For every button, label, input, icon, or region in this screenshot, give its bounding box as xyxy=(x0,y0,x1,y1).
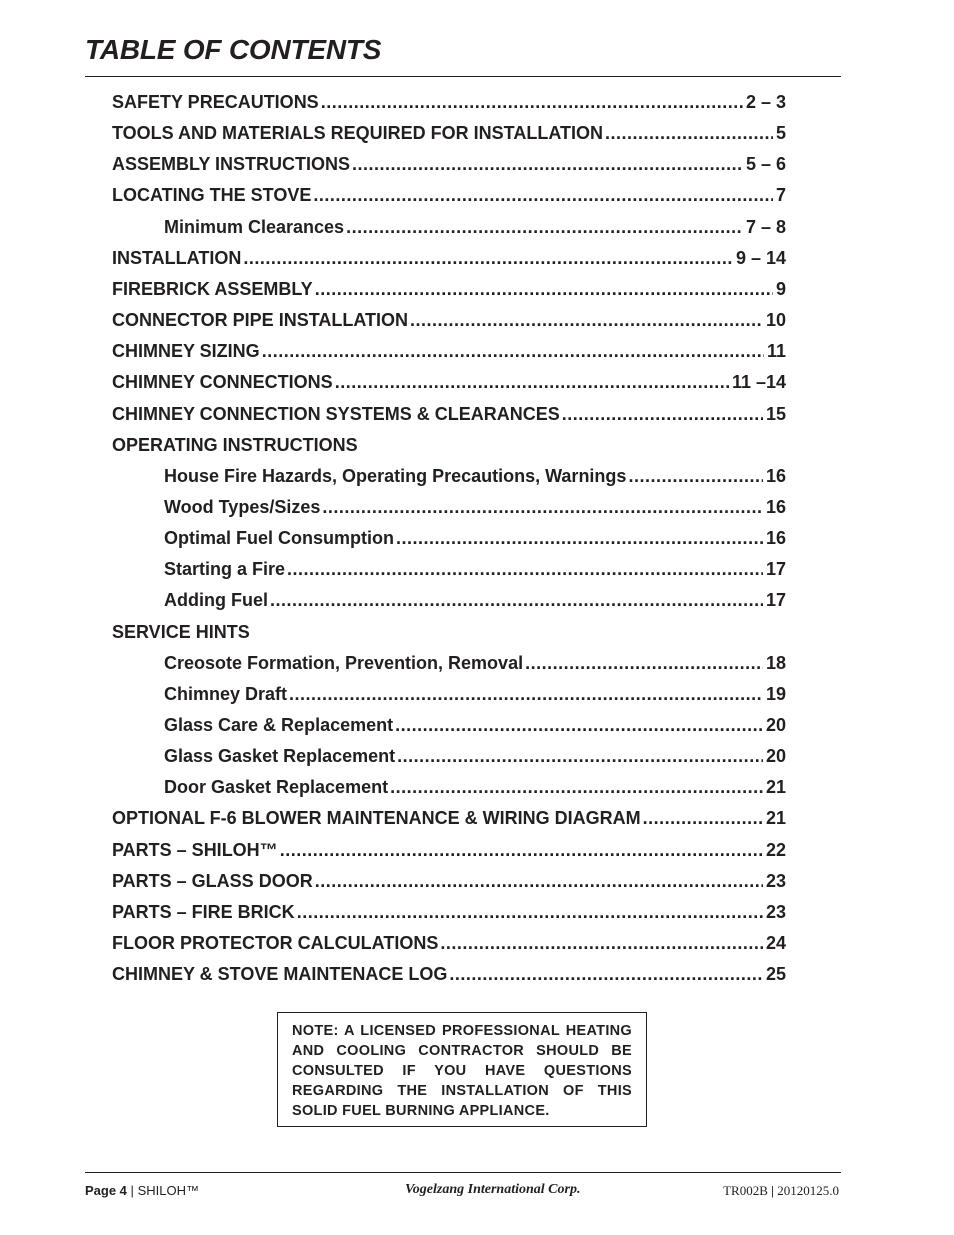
toc-leader-dots xyxy=(410,308,763,332)
page-title: TABLE OF CONTENTS xyxy=(85,34,382,65)
toc-entry xyxy=(112,806,786,830)
toc-leader-dots xyxy=(562,402,763,426)
footer-doc-version: 20120125.0 xyxy=(777,1183,839,1198)
toc-entry-page: 18 xyxy=(765,652,786,673)
toc-leader-dots xyxy=(321,90,743,114)
toc-entry-page: 23 xyxy=(765,901,786,922)
toc-leader-dots xyxy=(396,526,763,550)
toc-entry xyxy=(112,838,786,862)
toc-entry-title: CHIMNEY CONNECTIONS xyxy=(112,372,333,393)
header-divider xyxy=(85,76,841,77)
toc-entry xyxy=(164,588,786,612)
toc-entry-title: Starting a Fire xyxy=(164,559,286,580)
toc-leader-dots xyxy=(315,869,763,893)
toc-entry xyxy=(112,90,786,114)
toc-entry-title: ASSEMBLY INSTRUCTIONS xyxy=(112,154,351,175)
toc-entry xyxy=(112,277,786,301)
toc-entry xyxy=(112,962,786,986)
toc-entry-title: CONNECTOR PIPE INSTALLATION xyxy=(112,310,409,331)
toc-leader-dots xyxy=(313,183,773,207)
toc-entry xyxy=(112,370,786,394)
toc-leader-dots xyxy=(395,713,763,737)
toc-entry-page: 20 xyxy=(765,746,786,767)
toc-leader-dots xyxy=(322,495,763,519)
toc-entry xyxy=(164,495,786,519)
toc-entry-title: CHIMNEY SIZING xyxy=(112,341,260,362)
toc-entry-title: Glass Care & Replacement xyxy=(164,715,394,735)
toc-leader-dots xyxy=(605,121,773,145)
toc-entry-title: OPTIONAL F-6 BLOWER MAINTENANCE & WIRING DIAGRAM xyxy=(112,808,641,829)
toc-entry-page: 25 xyxy=(765,964,786,985)
toc-entry-page: 2 – 3 xyxy=(745,92,786,112)
toc-entry xyxy=(164,215,786,239)
toc-entry xyxy=(112,620,786,644)
toc-entry-page: 9 xyxy=(775,278,786,299)
toc-entry-page: 17 xyxy=(765,559,786,580)
toc-leader-dots xyxy=(280,838,763,862)
toc-entry xyxy=(164,744,786,768)
toc-entry xyxy=(112,433,786,457)
toc-entry-page: 24 xyxy=(765,933,786,954)
toc-entry-title: CHIMNEY & STOVE MAINTENACE LOG xyxy=(112,964,448,985)
toc-entry-title: PARTS – FIRE BRICK xyxy=(112,901,295,922)
footer-page-info xyxy=(85,1183,199,1198)
footer-doc-separator: | xyxy=(771,1183,774,1198)
toc-entry-title: CHIMNEY CONNECTION SYSTEMS & CLEARANCES xyxy=(112,403,560,424)
toc-leader-dots xyxy=(643,806,763,830)
toc-entry-page: 15 xyxy=(765,403,786,424)
toc-entry xyxy=(112,931,786,955)
footer-doc-id xyxy=(723,1183,839,1199)
footer-company: Vogelzang International Corp. xyxy=(405,1182,581,1197)
note-box xyxy=(277,1012,647,1127)
footer-doc-code: TR002B xyxy=(723,1183,768,1198)
toc-leader-dots xyxy=(287,557,763,581)
toc-entry xyxy=(164,464,786,488)
toc-entry-title: OPERATING INSTRUCTIONS xyxy=(112,434,358,455)
toc-entry-title: LOCATING THE STOVE xyxy=(112,185,312,206)
toc-leader-dots xyxy=(315,277,773,301)
toc-entry xyxy=(112,152,786,176)
toc-entry-page: 5 – 6 xyxy=(745,154,786,175)
toc-entry-title: INSTALLATION xyxy=(112,247,242,268)
toc-entry xyxy=(112,308,786,332)
toc-entry xyxy=(112,339,786,363)
toc-entry-page: 22 xyxy=(765,839,786,860)
toc-entry-title: PARTS – GLASS DOOR xyxy=(112,870,313,891)
toc-entry xyxy=(112,246,786,270)
toc-entry-title: Optimal Fuel Consumption xyxy=(164,528,394,549)
toc-entry-page: 7 – 8 xyxy=(745,216,786,237)
toc-entry xyxy=(164,557,786,581)
toc-entry-title: Adding Fuel xyxy=(164,590,268,611)
toc-entry-title: Glass Gasket Replacement xyxy=(164,746,396,767)
toc-entry-page: 10 xyxy=(765,310,786,331)
toc-entry-page: 9 – 14 xyxy=(735,247,786,268)
toc-entry-page: 16 xyxy=(765,496,786,517)
toc-leader-dots xyxy=(397,744,763,768)
note-text: NOTE: A LICENSED PROFESSIONAL HEATING AND COOLING CONTRACTOR SHOULD BE CONSULTED IF YOU HAVE QUESTIONS REGARDING THE INSTALLATION OF THIS SOLID FUEL BURNING APPLIANCE. xyxy=(292,1023,632,1119)
toc-entry-title: Chimney Draft xyxy=(164,683,288,704)
toc-leader-dots xyxy=(440,931,763,955)
footer-product: SHILOH™ xyxy=(137,1183,199,1198)
toc-entry-page: 20 xyxy=(765,715,786,735)
toc-entry-title: TOOLS AND MATERIALS REQUIRED FOR INSTALLATION xyxy=(112,123,603,144)
toc-entry-page: 21 xyxy=(765,777,786,798)
toc-entry xyxy=(164,713,786,737)
toc-leader-dots xyxy=(297,900,763,924)
footer-divider xyxy=(85,1172,841,1173)
toc-leader-dots xyxy=(449,962,763,986)
toc-leader-dots xyxy=(525,651,763,675)
footer-separator: | xyxy=(130,1183,134,1198)
toc-entry-page: 23 xyxy=(765,870,786,891)
toc-entry-page: 17 xyxy=(765,590,786,611)
toc-entry-title: SAFETY PRECAUTIONS xyxy=(112,92,319,112)
toc-entry-title: FLOOR PROTECTOR CALCULATIONS xyxy=(112,933,439,954)
toc-leader-dots xyxy=(628,464,763,488)
toc-entry xyxy=(112,121,786,145)
toc-entry-page: 11 xyxy=(766,341,786,362)
toc-leader-dots xyxy=(262,339,764,363)
toc-entry xyxy=(164,651,786,675)
toc-entry xyxy=(112,869,786,893)
toc-entry-page: 11 –14 xyxy=(731,372,786,393)
footer-page-number: Page 4 xyxy=(85,1183,127,1198)
toc-entry xyxy=(112,900,786,924)
toc-entry-title: FIREBRICK ASSEMBLY xyxy=(112,278,313,299)
toc-leader-dots xyxy=(289,682,763,706)
toc-entry-page: 16 xyxy=(765,528,786,549)
toc-leader-dots xyxy=(243,246,733,270)
toc-leader-dots xyxy=(270,588,763,612)
toc-entry xyxy=(164,775,786,799)
toc-leader-dots xyxy=(390,775,763,799)
toc-entry-page: 7 xyxy=(775,185,786,206)
toc-entry-page: 21 xyxy=(765,808,786,829)
toc-entry xyxy=(112,402,786,426)
toc-entry-title: SERVICE HINTS xyxy=(112,621,250,642)
toc-entry-page: 19 xyxy=(765,683,786,704)
toc-entry-page: 16 xyxy=(765,465,786,486)
toc-entry xyxy=(112,183,786,207)
toc-entry-title: Door Gasket Replacement xyxy=(164,777,389,798)
toc-leader-dots xyxy=(335,370,729,394)
toc-entry xyxy=(164,682,786,706)
toc-leader-dots xyxy=(352,152,743,176)
toc-entry xyxy=(164,526,786,550)
toc-entry-title: Minimum Clearances xyxy=(164,216,345,237)
toc-leader-dots xyxy=(346,215,743,239)
toc-entry-page: 5 xyxy=(775,123,786,144)
toc-entry-title: House Fire Hazards, Operating Precautions, Warnings xyxy=(164,465,627,486)
toc-entry-title: PARTS – SHILOH™ xyxy=(112,839,278,860)
toc-entry-title: Wood Types/Sizes xyxy=(164,496,321,517)
toc-entry-title: Creosote Formation, Prevention, Removal xyxy=(164,652,524,673)
